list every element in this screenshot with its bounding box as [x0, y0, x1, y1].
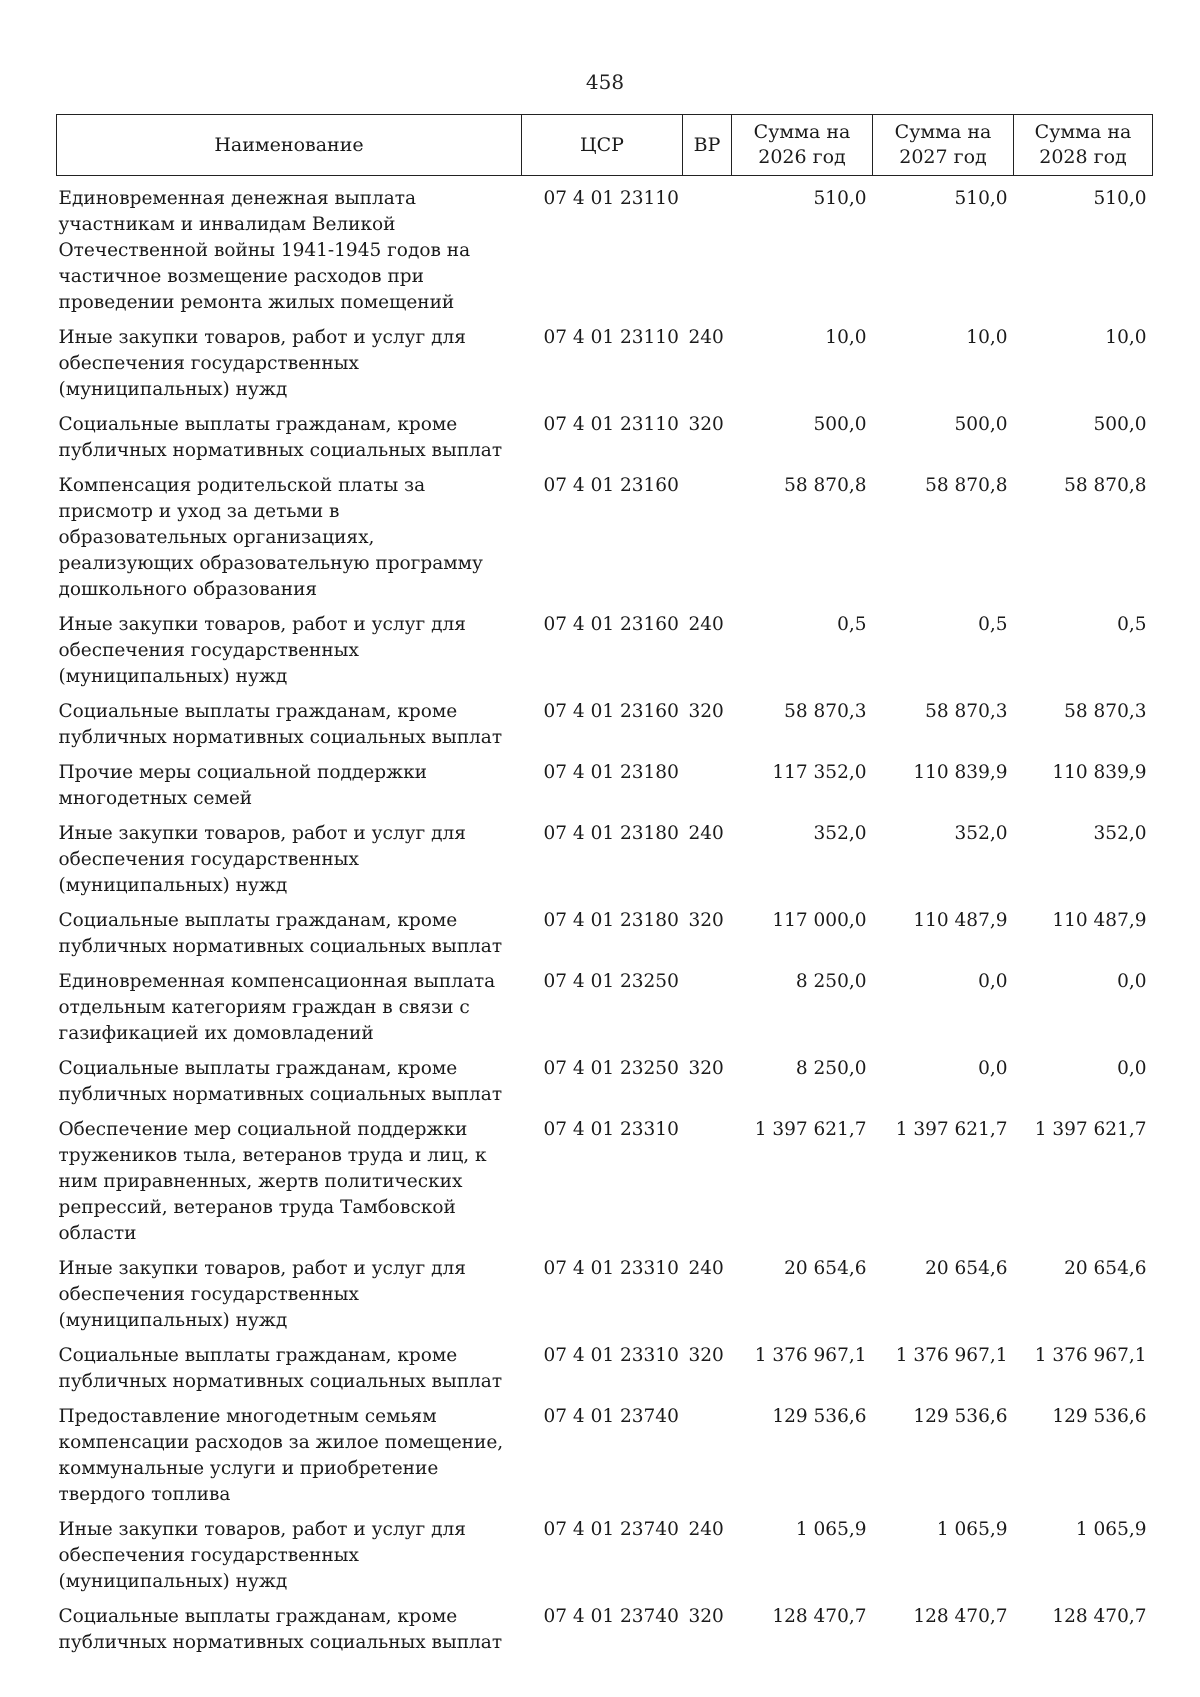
row-sum-2028: 128 470,7 [1052, 1606, 1147, 1627]
header-sum-2026: Сумма на 2026 год [732, 115, 873, 176]
row-name: Социальные выплаты гражданам, кроме публичных нормативных социальных выплат [58, 910, 503, 957]
row-name: Социальные выплаты гражданам, кроме публичных нормативных социальных выплат [58, 414, 503, 461]
table-row [57, 322, 1153, 409]
row-sum-2028: 20 654,6 [1064, 1258, 1147, 1279]
row-vr: 320 [688, 1058, 724, 1079]
table-row [57, 818, 1153, 905]
header-vr: ВР [683, 115, 732, 176]
row-sum-2028: 1 376 967,1 [1034, 1345, 1147, 1366]
row-csr: 07 4 01 23110 [543, 188, 679, 209]
row-vr: 240 [688, 327, 724, 348]
row-sum-2026: 117 000,0 [772, 910, 867, 931]
row-sum-2027: 352,0 [954, 823, 1008, 844]
row-csr: 07 4 01 23180 [543, 823, 679, 844]
row-sum-2028: 352,0 [1093, 823, 1147, 844]
row-sum-2026: 510,0 [813, 188, 867, 209]
table-row [57, 1514, 1153, 1601]
row-name: Обеспечение мер социальной поддержки тружеников тыла, ветеранов труда и лиц, к ним приравненных, жертв политических репрессий, ветеранов труда Тамбовской области [58, 1119, 487, 1244]
row-csr: 07 4 01 23110 [543, 327, 679, 348]
row-sum-2028: 1 065,9 [1075, 1519, 1147, 1540]
row-csr: 07 4 01 23310 [543, 1258, 679, 1279]
table-row [57, 609, 1153, 696]
row-vr: 240 [688, 1519, 724, 1540]
row-vr [683, 757, 732, 818]
row-csr: 07 4 01 23160 [543, 701, 679, 722]
row-sum-2027: 129 536,6 [913, 1406, 1008, 1427]
row-vr: 240 [688, 1258, 724, 1279]
row-sum-2027: 500,0 [954, 414, 1008, 435]
row-name: Социальные выплаты гражданам, кроме публичных нормативных социальных выплат [58, 1345, 503, 1392]
row-sum-2026: 8 250,0 [795, 1058, 867, 1079]
row-vr [683, 1114, 732, 1253]
row-csr: 07 4 01 23740 [543, 1606, 679, 1627]
row-name: Предоставление многодетным семьям компенсации расходов за жилое помещение, коммунальные услуги и приобретение твердого топлива [58, 1406, 504, 1505]
row-sum-2027: 1 065,9 [936, 1519, 1008, 1540]
row-sum-2028: 510,0 [1093, 188, 1147, 209]
row-sum-2026: 20 654,6 [784, 1258, 867, 1279]
row-vr [683, 470, 732, 609]
row-name: Социальные выплаты гражданам, кроме публичных нормативных социальных выплат [58, 1058, 503, 1105]
row-name: Иные закупки товаров, работ и услуг для обеспечения государственных (муниципальных) нужд [58, 823, 466, 896]
page-number: 458 [585, 70, 625, 94]
row-sum-2028: 0,0 [1117, 971, 1147, 992]
row-sum-2028: 500,0 [1093, 414, 1147, 435]
row-csr: 07 4 01 23180 [543, 910, 679, 931]
row-sum-2026: 58 870,8 [784, 475, 867, 496]
row-sum-2028: 129 536,6 [1052, 1406, 1147, 1427]
header-sum-2027: Сумма на 2027 год [873, 115, 1014, 176]
row-sum-2028: 58 870,8 [1064, 475, 1147, 496]
table-row [57, 1053, 1153, 1114]
row-name: Единовременная компенсационная выплата отдельным категориям граждан в связи с газификацией их домовладений [58, 971, 496, 1044]
row-sum-2026: 129 536,6 [772, 1406, 867, 1427]
row-csr: 07 4 01 23160 [543, 475, 679, 496]
row-sum-2027: 0,0 [978, 971, 1008, 992]
row-sum-2027: 0,0 [978, 1058, 1008, 1079]
row-sum-2027: 110 839,9 [913, 762, 1008, 783]
row-csr: 07 4 01 23310 [543, 1119, 679, 1140]
table-row [57, 905, 1153, 966]
table-row [57, 1253, 1153, 1340]
header-row [57, 115, 1153, 176]
row-name: Социальные выплаты гражданам, кроме публичных нормативных социальных выплат [58, 701, 503, 748]
row-sum-2026: 1 065,9 [795, 1519, 867, 1540]
row-csr: 07 4 01 23250 [543, 1058, 679, 1079]
row-vr [683, 966, 732, 1053]
table-header [57, 115, 1153, 176]
row-sum-2027: 128 470,7 [913, 1606, 1008, 1627]
row-sum-2028: 110 839,9 [1052, 762, 1147, 783]
budget-table [56, 114, 1153, 1662]
table-row [57, 1601, 1153, 1662]
row-name: Единовременная денежная выплата участникам и инвалидам Великой Отечественной войны 1941-1945 годов на частичное возмещение расходов при проведении ремонта жилых помещений [58, 188, 471, 313]
row-sum-2026: 0,5 [837, 614, 867, 635]
row-vr: 320 [688, 1606, 724, 1627]
row-sum-2027: 10,0 [966, 327, 1008, 348]
row-sum-2026: 58 870,3 [784, 701, 867, 722]
table-row [57, 1114, 1153, 1253]
row-name: Компенсация родительской платы за присмотр и уход за детьми в образовательных организациях, реализующих образовательную программу дошкольного образования [58, 475, 483, 600]
row-vr: 240 [688, 823, 724, 844]
row-sum-2027: 1 397 621,7 [895, 1119, 1008, 1140]
row-sum-2026: 128 470,7 [772, 1606, 867, 1627]
row-vr [683, 176, 732, 323]
row-vr: 320 [688, 414, 724, 435]
row-sum-2028: 0,5 [1117, 614, 1147, 635]
row-csr: 07 4 01 23160 [543, 614, 679, 635]
row-sum-2026: 352,0 [813, 823, 867, 844]
row-name: Иные закупки товаров, работ и услуг для обеспечения государственных (муниципальных) нужд [58, 614, 466, 687]
table-row [57, 966, 1153, 1053]
row-sum-2028: 10,0 [1105, 327, 1147, 348]
row-name: Иные закупки товаров, работ и услуг для обеспечения государственных (муниципальных) нужд [58, 1519, 466, 1592]
row-sum-2026: 8 250,0 [795, 971, 867, 992]
row-sum-2027: 110 487,9 [913, 910, 1008, 931]
row-name: Иные закупки товаров, работ и услуг для обеспечения государственных (муниципальных) нужд [58, 1258, 466, 1331]
row-name: Прочие меры социальной поддержки многодетных семей [58, 762, 428, 809]
row-csr: 07 4 01 23310 [543, 1345, 679, 1366]
row-sum-2027: 510,0 [954, 188, 1008, 209]
table-row [57, 409, 1153, 470]
row-csr: 07 4 01 23250 [543, 971, 679, 992]
row-sum-2028: 1 397 621,7 [1034, 1119, 1147, 1140]
row-vr: 320 [688, 701, 724, 722]
table-row [57, 757, 1153, 818]
header-name: Наименование [57, 115, 522, 176]
row-sum-2026: 10,0 [825, 327, 867, 348]
row-sum-2027: 20 654,6 [925, 1258, 1008, 1279]
table-row [57, 176, 1153, 323]
row-name: Иные закупки товаров, работ и услуг для обеспечения государственных (муниципальных) нужд [58, 327, 466, 400]
row-sum-2027: 58 870,3 [925, 701, 1008, 722]
row-sum-2027: 58 870,8 [925, 475, 1008, 496]
row-vr: 320 [688, 910, 724, 931]
row-sum-2026: 500,0 [813, 414, 867, 435]
row-csr: 07 4 01 23740 [543, 1519, 679, 1540]
row-sum-2026: 1 376 967,1 [754, 1345, 867, 1366]
header-sum-2028: Сумма на 2028 год [1014, 115, 1153, 176]
row-name: Социальные выплаты гражданам, кроме публичных нормативных социальных выплат [58, 1606, 503, 1653]
table-row [57, 696, 1153, 757]
table-row [57, 1401, 1153, 1514]
row-sum-2027: 1 376 967,1 [895, 1345, 1008, 1366]
row-csr: 07 4 01 23110 [543, 414, 679, 435]
row-sum-2028: 0,0 [1117, 1058, 1147, 1079]
table-row [57, 470, 1153, 609]
row-sum-2027: 0,5 [978, 614, 1008, 635]
row-vr [683, 1401, 732, 1514]
table-row [57, 1340, 1153, 1401]
row-sum-2026: 1 397 621,7 [754, 1119, 867, 1140]
row-csr: 07 4 01 23740 [543, 1406, 679, 1427]
row-vr: 240 [688, 614, 724, 635]
row-csr: 07 4 01 23180 [543, 762, 679, 783]
row-sum-2028: 110 487,9 [1052, 910, 1147, 931]
header-csr: ЦСР [522, 115, 683, 176]
row-sum-2026: 117 352,0 [772, 762, 867, 783]
table-body [57, 176, 1153, 1663]
row-sum-2028: 58 870,3 [1064, 701, 1147, 722]
row-vr: 320 [688, 1345, 724, 1366]
